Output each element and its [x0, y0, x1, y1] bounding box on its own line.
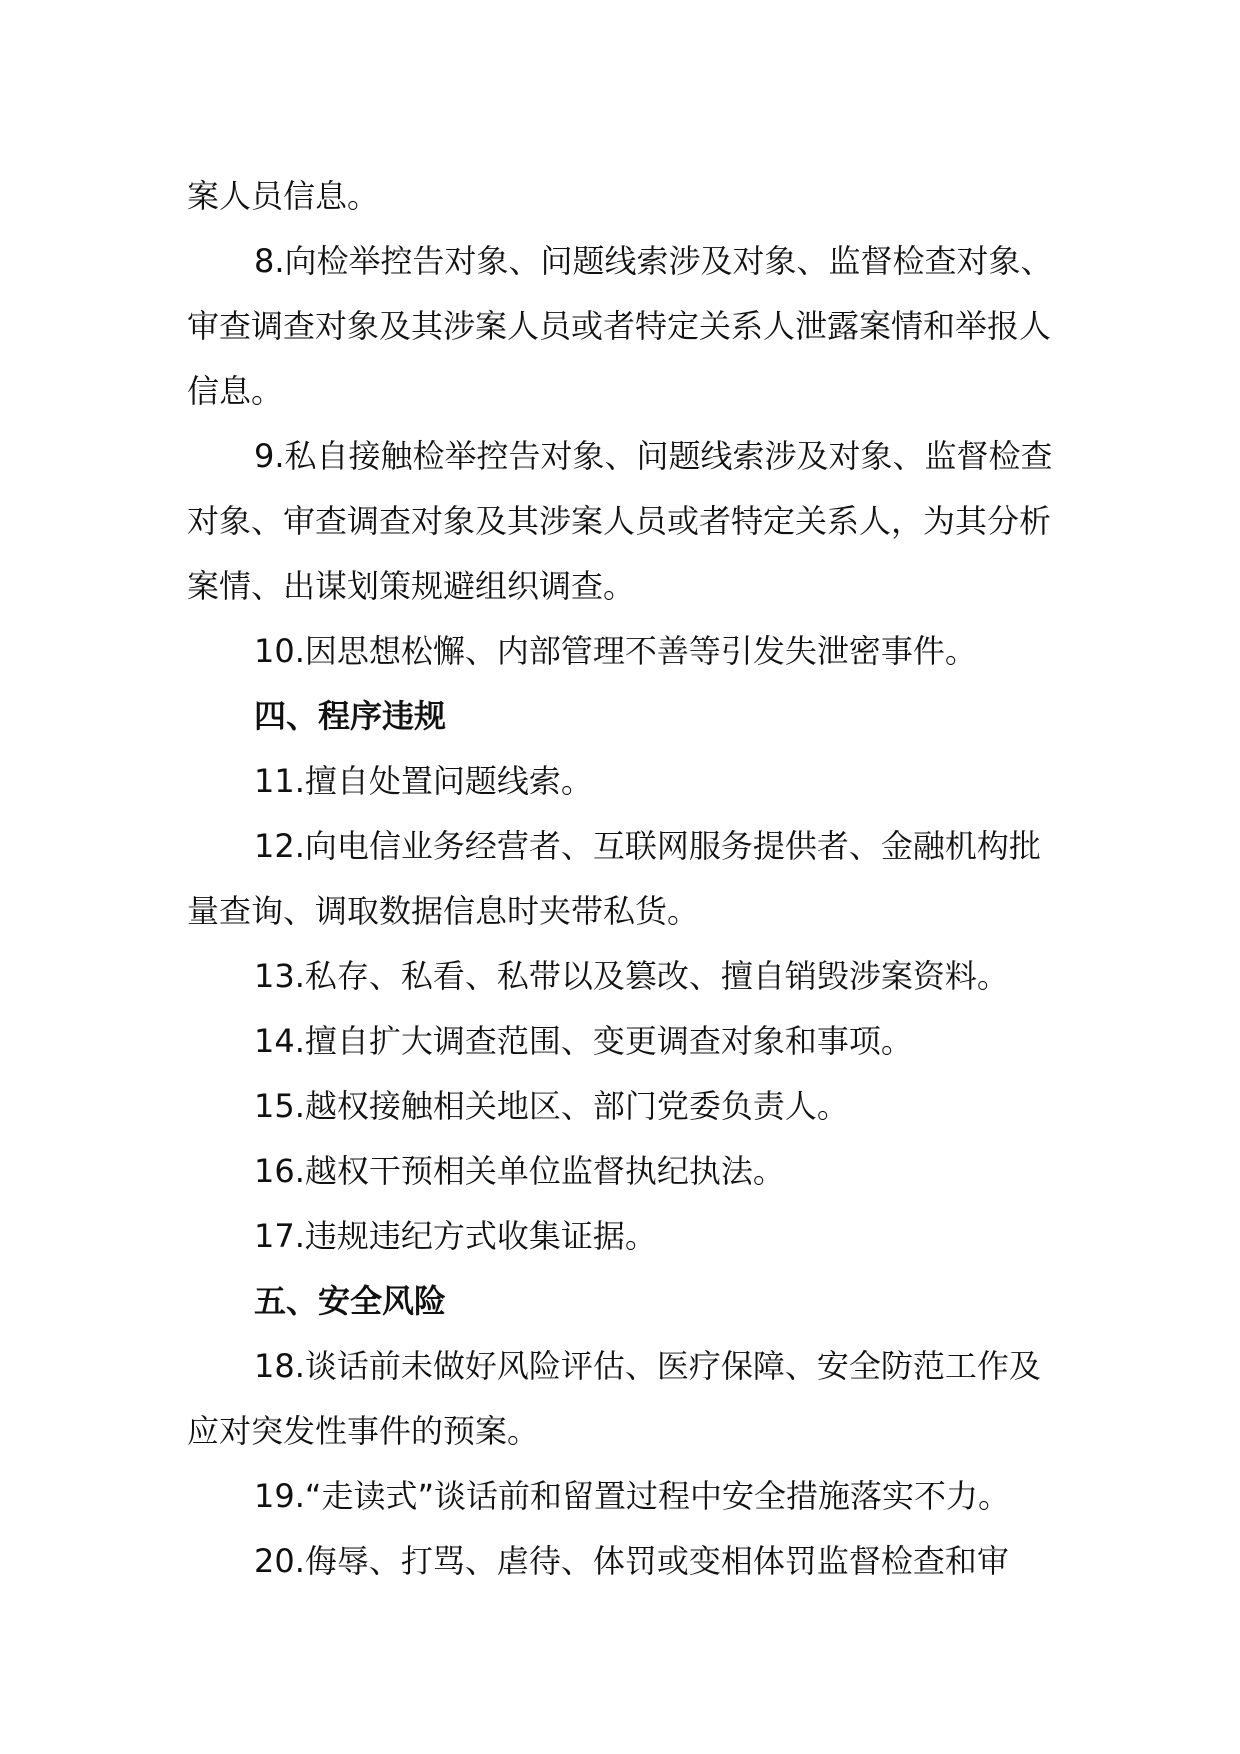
- list-item-10: 10.因思想松懈、内部管理不善等引发失泄密事件。: [254, 632, 977, 670]
- list-item-16: 16.越权干预相关单位监督执纪执法。: [254, 1152, 785, 1190]
- list-item-13: 13.私存、私看、私带以及篡改、擅自销毁涉案资料。: [254, 957, 1009, 995]
- list-item-11: 11.擅自处置问题线索。: [254, 762, 593, 800]
- list-item-17: 17.违规违纪方式收集证据。: [254, 1217, 657, 1255]
- list-item-9: 9.私自接触检举控告对象、问题线索涉及对象、监督检查对象、审查调查对象及其涉案人员或者特定关系人，为其分析案情、出谋划策规避组织调查。: [187, 437, 1053, 605]
- list-item-8: 8.向检举控告对象、问题线索涉及对象、监督检查对象、审查调查对象及其涉案人员或者特定关系人泄露案情和举报人信息。: [187, 242, 1053, 410]
- list-item-12: 12.向电信业务经营者、互联网服务提供者、金融机构批量查询、调取数据信息时夹带私货。: [187, 827, 1041, 930]
- list-item-14: 14.擅自扩大调查范围、变更调查对象和事项。: [254, 1022, 913, 1060]
- list-item-19: 19.“走读式”谈话前和留置过程中安全措施落实不力。: [254, 1477, 1011, 1515]
- section-heading-procedure-violations: 四、程序违规: [254, 697, 447, 735]
- paragraph-continuation: 案人员信息。: [187, 177, 380, 215]
- list-item-20: 20.侮辱、打骂、虐待、体罚或变相体罚监督检查和审: [254, 1542, 1009, 1580]
- list-item-18: 18.谈话前未做好风险评估、医疗保障、安全防范工作及应对突发性事件的预案。: [187, 1347, 1041, 1450]
- list-item-15: 15.越权接触相关地区、部门党委负责人。: [254, 1087, 849, 1125]
- document-body: [187, 164, 1067, 1594]
- section-heading-safety-risks: 五、安全风险: [254, 1282, 447, 1320]
